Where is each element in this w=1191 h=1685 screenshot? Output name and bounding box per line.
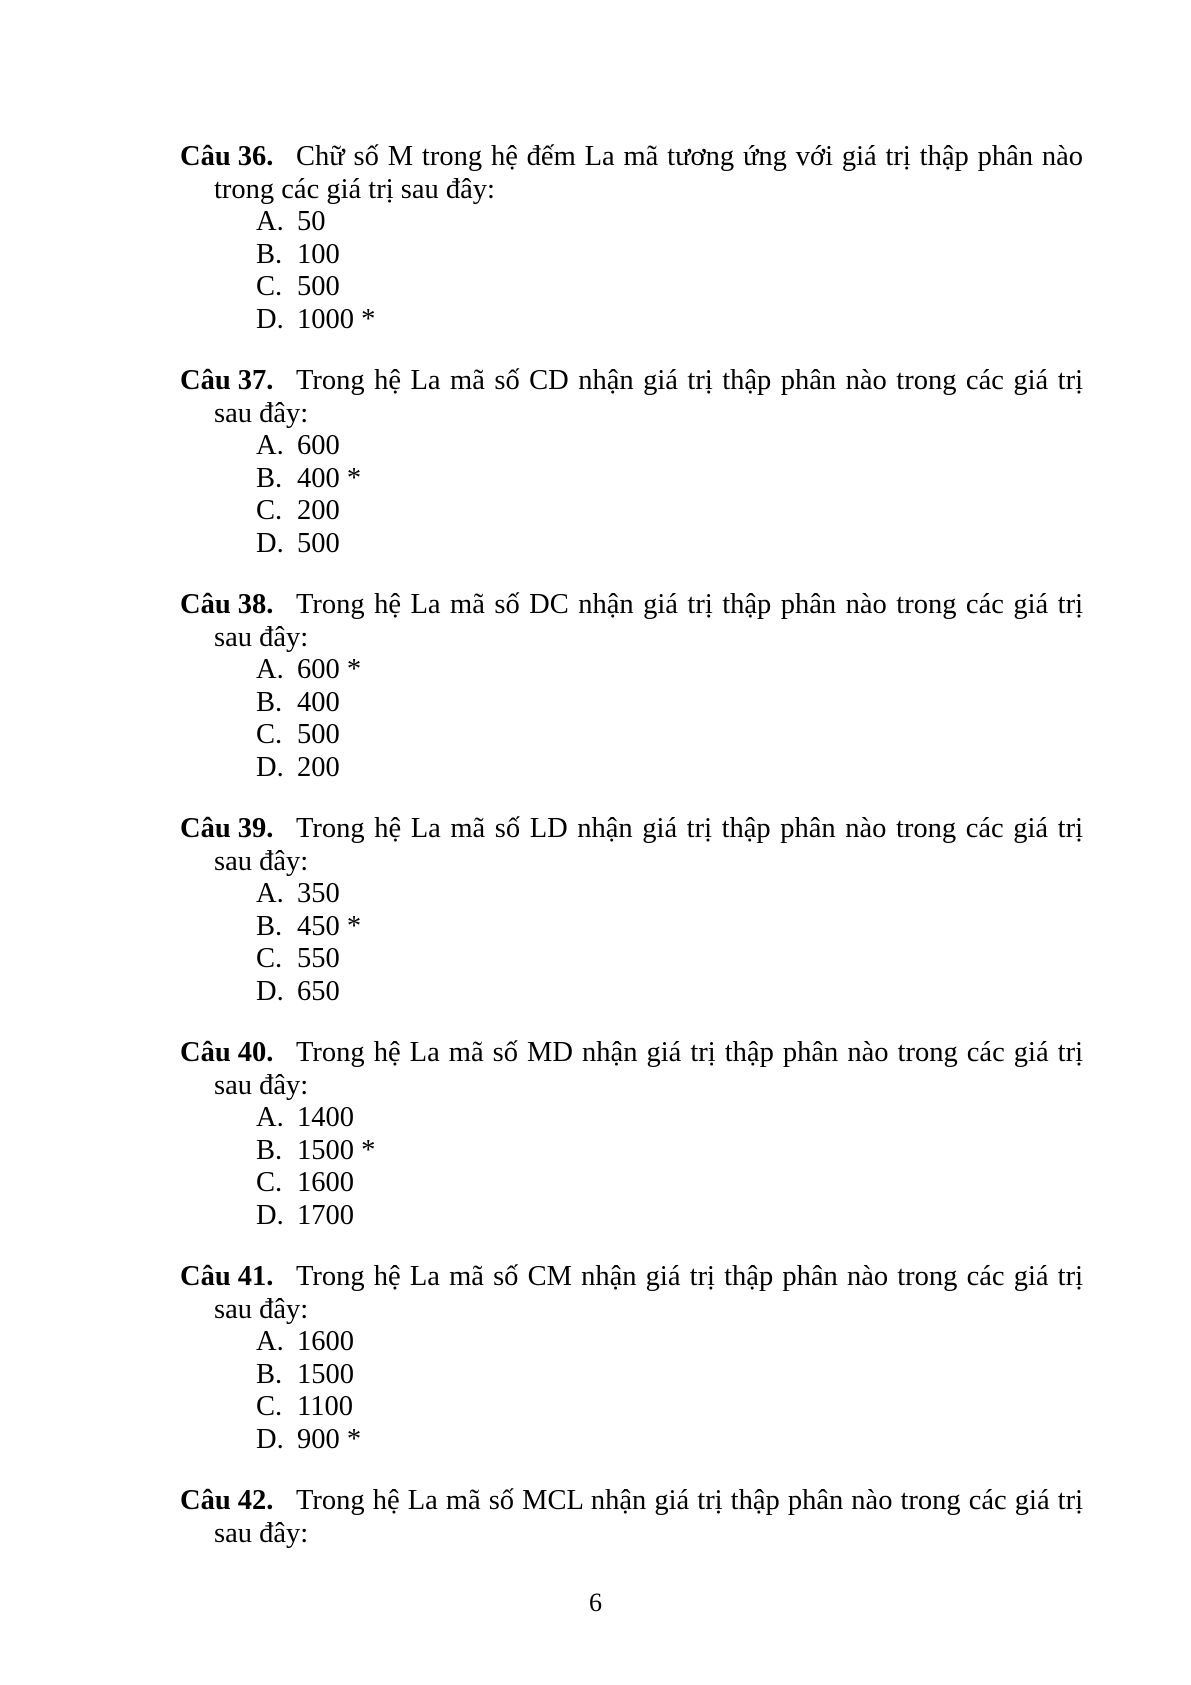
answer-option-d [256, 528, 1083, 561]
option-letter: C. [256, 271, 283, 302]
question-text: Trong hệ La mã số LD nhận giá trị thập phân nào trong các giá trị sau đây: [214, 813, 1083, 877]
option-letter: B. [256, 910, 283, 942]
option-letter: B. [256, 462, 283, 494]
answer-option-c [256, 1391, 1083, 1424]
answer-option-a [256, 878, 1083, 911]
answer-option-b [256, 1359, 1083, 1392]
option-text: 1400 [297, 1102, 354, 1133]
question-stem [180, 365, 1083, 430]
option-text: 600 [297, 430, 340, 461]
option-text: 350 [297, 878, 340, 909]
option-text: 1100 [297, 1391, 353, 1422]
option-text: 1500 [297, 1358, 354, 1390]
answer-option-c [256, 943, 1083, 976]
option-text: 50 [297, 206, 326, 237]
option-text: 650 [297, 975, 340, 1007]
option-text: 1700 [297, 1199, 354, 1231]
answer-options [180, 1326, 1083, 1456]
option-letter: B. [256, 686, 283, 718]
option-text: 500 [297, 527, 340, 559]
answer-options [180, 654, 1083, 784]
question-42 [180, 1485, 1083, 1550]
option-letter: D. [256, 975, 284, 1007]
question-38 [180, 589, 1083, 784]
question-stem [180, 1261, 1083, 1326]
question-text: Trong hệ La mã số CD nhận giá trị thập phân nào trong các giá trị sau đây: [214, 365, 1083, 429]
answer-option-c [256, 1167, 1083, 1200]
answer-options [180, 878, 1083, 1008]
option-text: 500 [297, 719, 340, 750]
answer-option-d [256, 752, 1083, 785]
question-number: Câu 42. [180, 1485, 274, 1516]
option-text: 550 [297, 943, 340, 974]
option-letter: A. [256, 430, 284, 461]
option-letter: A. [256, 878, 284, 909]
answer-option-d [256, 976, 1083, 1009]
question-number: Câu 39. [180, 813, 274, 844]
option-letter: D. [256, 1423, 284, 1455]
question-41 [180, 1261, 1083, 1456]
answer-option-b [256, 239, 1083, 272]
question-text: Trong hệ La mã số MD nhận giá trị thập phân nào trong các giá trị sau đây: [214, 1037, 1083, 1101]
question-text: Trong hệ La mã số CM nhận giá trị thập phân nào trong các giá trị sau đây: [214, 1261, 1083, 1325]
answer-option-b [256, 687, 1083, 720]
answer-option-a [256, 654, 1083, 687]
option-letter: C. [256, 719, 283, 750]
question-40 [180, 1037, 1083, 1232]
option-text: 1600 [297, 1326, 354, 1357]
question-stem [180, 1485, 1083, 1550]
answer-option-a [256, 1102, 1083, 1135]
question-stem [180, 589, 1083, 654]
answer-option-d [256, 1200, 1083, 1233]
option-letter: C. [256, 495, 283, 526]
option-letter: C. [256, 943, 283, 974]
option-text: 600 * [297, 654, 362, 685]
answer-option-c [256, 719, 1083, 752]
option-letter: D. [256, 751, 284, 783]
answer-option-b [256, 911, 1083, 944]
option-letter: D. [256, 1199, 284, 1231]
question-list [180, 141, 1083, 1579]
question-stem [180, 813, 1083, 878]
option-text: 1600 [297, 1167, 354, 1198]
option-text: 400 * [297, 462, 362, 494]
question-number: Câu 37. [180, 365, 274, 396]
answer-option-a [256, 206, 1083, 239]
option-letter: B. [256, 238, 283, 270]
option-letter: B. [256, 1358, 283, 1390]
option-text: 1000 * [297, 303, 376, 335]
question-number: Câu 36. [180, 141, 274, 172]
answer-option-c [256, 271, 1083, 304]
answer-option-a [256, 430, 1083, 463]
option-text: 200 [297, 495, 340, 526]
answer-option-b [256, 1135, 1083, 1168]
question-39 [180, 813, 1083, 1008]
option-text: 100 [297, 238, 340, 270]
answer-options [180, 206, 1083, 336]
answer-option-c [256, 495, 1083, 528]
answer-options [180, 430, 1083, 560]
option-letter: A. [256, 1102, 284, 1133]
option-text: 400 [297, 686, 340, 718]
page-number: 6 [589, 1588, 602, 1617]
option-letter: C. [256, 1167, 283, 1198]
option-text: 900 * [297, 1423, 362, 1455]
option-text: 500 [297, 271, 340, 302]
answer-options [180, 1102, 1083, 1232]
answer-option-a [256, 1326, 1083, 1359]
answer-option-d [256, 304, 1083, 337]
option-letter: D. [256, 527, 284, 559]
option-letter: C. [256, 1391, 283, 1422]
question-text: Trong hệ La mã số DC nhận giá trị thập phân nào trong các giá trị sau đây: [214, 589, 1083, 653]
question-stem [180, 1037, 1083, 1102]
option-letter: A. [256, 206, 284, 237]
question-number: Câu 41. [180, 1261, 274, 1292]
answer-option-b [256, 463, 1083, 496]
option-text: 450 * [297, 910, 362, 942]
question-36 [180, 141, 1083, 336]
answer-option-d [256, 1424, 1083, 1457]
question-37 [180, 365, 1083, 560]
question-number: Câu 40. [180, 1037, 274, 1068]
option-text: 1500 * [297, 1134, 376, 1166]
option-text: 200 [297, 751, 340, 783]
option-letter: B. [256, 1134, 283, 1166]
question-text: Chữ số M trong hệ đếm La mã tương ứng với giá trị thập phân nào trong các giá trị sau đây: [214, 141, 1083, 205]
question-number: Câu 38. [180, 589, 274, 620]
option-letter: D. [256, 303, 284, 335]
option-letter: A. [256, 654, 284, 685]
question-text: Trong hệ La mã số MCL nhận giá trị thập phân nào trong các giá trị sau đây: [214, 1485, 1083, 1549]
option-letter: A. [256, 1326, 284, 1357]
question-stem [180, 141, 1083, 206]
